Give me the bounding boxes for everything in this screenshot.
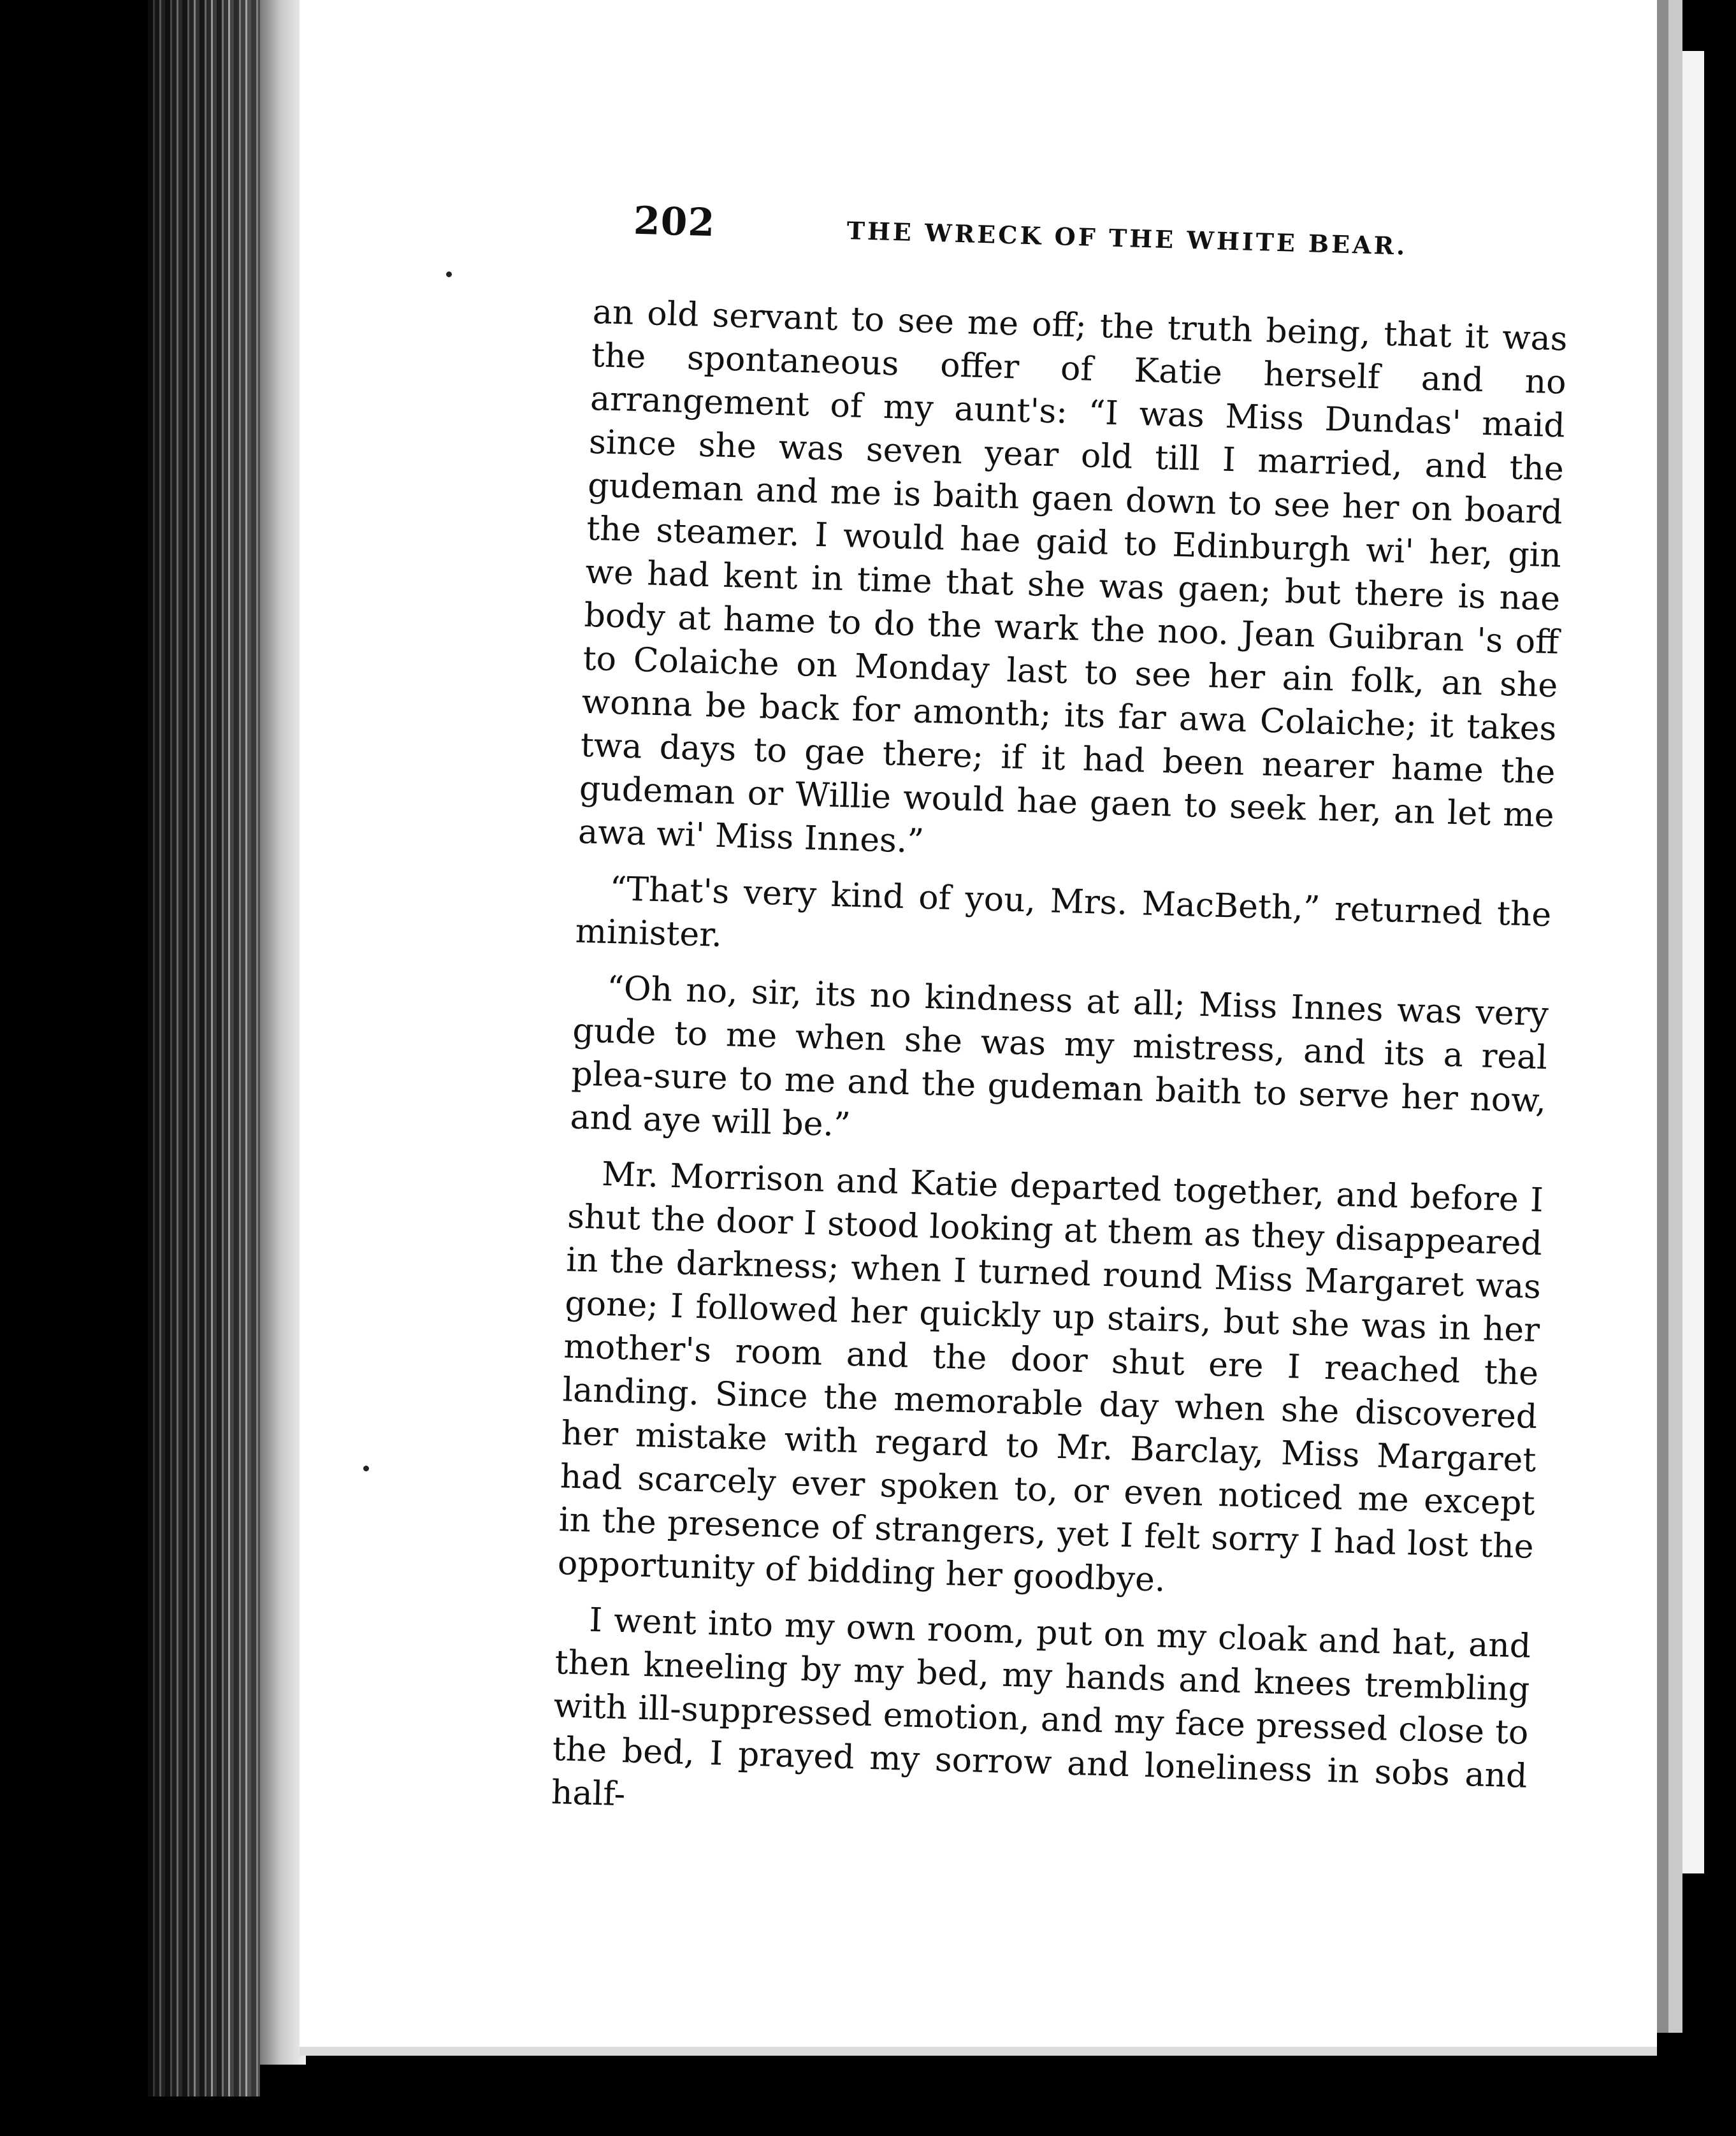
adjacent-page-edge (1657, 0, 1668, 2033)
body-paragraph: “Oh no, sir, its no kindness at all; Miss Innes was very gude to me when she was my mistress, and its a real plea-sure to me and the gudeman baith to serve her now, and aye will be.” (569, 969, 1549, 1144)
body-paragraph: “That's very kind of you, Mrs. MacBeth,” returned the minister. (574, 870, 1552, 955)
adjacent-page-strip (1682, 51, 1704, 1873)
body-paragraph: I went into my own room, put on my cloak and hat, and then kneeling by my bed, my hands and knees trembling with ill-suppressed emotion, and my face pressed close to the bed, I prayed my sorrow and loneliness in sobs and half- (551, 1601, 1531, 1814)
book-page-edges (148, 0, 260, 2096)
running-title: THE WRECK OF THE WHITE BEAR. (846, 216, 1408, 261)
page-number: 202 (633, 198, 716, 246)
scan-speck (363, 1466, 369, 1471)
page-text-block (551, 198, 1571, 1854)
body-paragraph: an old servant to see me off; the truth being, that it was the spontaneous offer of Katie herself and no arrangement of my aunt's: “I was Miss Dundas' maid since she was seven year old till I married, and the gudeman and me is baith gaen down to see her on board the steamer. I would hae gaid to Edinburgh wi' her, gin we had kent in time that she was gaen; but there is nae body at hame to do the wark the noo. Jean Guibran 's off to Colaiche on Monday last to see her ain folk, an she wonna be back for amonth; its far awa Colaiche; it takes twa days to gae there; if it had been nearer hame the gudeman or Willie would hae gaen to seek her, an let me awa wi' Miss Innes.” (577, 292, 1568, 861)
body-paragraph: Mr. Morrison and Katie departed together, and before I shut the door I stood looking at them as they disappeared in the darkness; when I turned round Miss Margaret was gone; I followed her quickly up stairs, but she was in her mother's room and the door shut ere I reached the landing. Since the memorable day when she discovered her mistake with regard to Mr. Barclay, Miss Margaret had scarcely ever spoken to, or even noticed me except in the presence of strangers, yet I felt sorry I had lost the opportunity of bidding her goodbye. (557, 1155, 1544, 1599)
scan-speck (446, 271, 452, 277)
